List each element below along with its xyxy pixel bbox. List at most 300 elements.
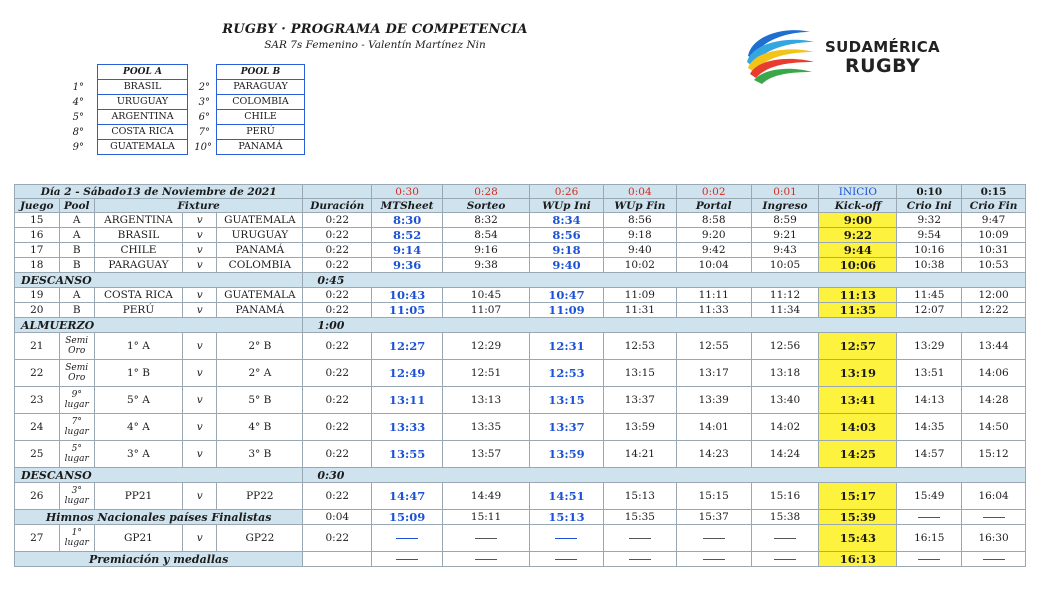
dash-line xyxy=(703,538,725,539)
dash-line xyxy=(475,538,497,539)
ingreso-dash xyxy=(751,552,819,567)
game-number: 17 xyxy=(15,243,60,258)
crio-ini-time: 12:07 xyxy=(897,303,962,318)
crio-fin-time: 15:12 xyxy=(962,441,1026,468)
sorteo-time: 12:29 xyxy=(443,333,530,360)
sorteo-time: 15:11 xyxy=(443,510,530,525)
crio-ini-time: 14:13 xyxy=(897,387,962,414)
home-team: PARAGUAY xyxy=(94,258,182,273)
portal-time: 10:04 xyxy=(676,258,751,273)
game-pool: A xyxy=(59,288,94,303)
sorteo-time: 9:38 xyxy=(443,258,530,273)
break-duration: 1:00 xyxy=(303,318,1026,333)
sorteo-time: 13:13 xyxy=(443,387,530,414)
col-crio-ini: Crio Ini xyxy=(897,199,962,213)
home-team: BRASIL xyxy=(94,228,182,243)
sorteo-dash xyxy=(443,552,530,567)
crio-ini-dash xyxy=(897,552,962,567)
pool-line-1: Semi xyxy=(65,336,89,346)
logo-text-sudamerica: SUDAMÉRICA xyxy=(825,38,940,56)
col-portal: Portal xyxy=(676,199,751,213)
portal-time: 15:15 xyxy=(676,483,751,510)
himnos-label: Himnos Nacionales países Finalistas xyxy=(15,510,303,525)
game-pool-label xyxy=(59,360,94,387)
offset-ingreso: 0:01 xyxy=(751,185,819,199)
wup-ini-time: 12:53 xyxy=(530,360,604,387)
wup-fin-time: 13:59 xyxy=(603,414,676,441)
ingreso-time: 9:43 xyxy=(751,243,819,258)
mtsheet-time: 15:09 xyxy=(372,510,443,525)
break-label: DESCANSO xyxy=(15,468,303,483)
table-row xyxy=(15,243,1026,258)
break-label: ALMUERZO xyxy=(15,318,303,333)
versus-label: v xyxy=(182,288,216,303)
portal-time: 9:20 xyxy=(676,228,751,243)
pool-b-team: PANAMÁ xyxy=(238,141,283,152)
wup-fin-time: 9:18 xyxy=(603,228,676,243)
pool-a-team: URUGUAY xyxy=(98,95,187,110)
home-team: 1° A xyxy=(94,333,182,360)
crio-ini-time: 10:16 xyxy=(897,243,962,258)
pool-line-2: lugar xyxy=(64,400,89,410)
kickoff-time: 11:13 xyxy=(819,288,897,303)
schedule-table xyxy=(14,184,1026,567)
crio-ini-time: 13:51 xyxy=(897,360,962,387)
game-pool-label xyxy=(59,387,94,414)
table-row xyxy=(15,441,1026,468)
wup-ini-time: 12:31 xyxy=(530,333,604,360)
ingreso-time: 14:24 xyxy=(751,441,819,468)
wup-ini-time: 13:37 xyxy=(530,414,604,441)
portal-time: 11:33 xyxy=(676,303,751,318)
offset-mtsheet: 0:30 xyxy=(372,185,443,199)
wup-fin-time: 11:09 xyxy=(603,288,676,303)
home-team: GP21 xyxy=(94,525,182,552)
dash-line xyxy=(629,559,651,560)
duration: 0:22 xyxy=(303,303,372,318)
sorteo-time: 8:54 xyxy=(443,228,530,243)
dash-line xyxy=(983,559,1005,560)
versus-label: v xyxy=(182,387,216,414)
wup-fin-time: 12:53 xyxy=(603,333,676,360)
away-team: PP22 xyxy=(217,483,303,510)
dash-line xyxy=(983,517,1005,518)
wup-ini-dash xyxy=(530,552,604,567)
mtsheet-time: 9:36 xyxy=(372,258,443,273)
versus-label: v xyxy=(182,360,216,387)
break-label: DESCANSO xyxy=(15,273,303,288)
versus-label: v xyxy=(182,483,216,510)
table-row xyxy=(15,213,1026,228)
day-label: Día 2 - Sábado13 de Noviembre de 2021 xyxy=(15,185,303,199)
pool-a-pos: 1° xyxy=(72,82,84,93)
pool-a-team: ARGENTINA xyxy=(98,110,187,125)
away-team: PANAMÁ xyxy=(217,243,303,258)
dash-line xyxy=(475,559,497,560)
home-team: PERÚ xyxy=(94,303,182,318)
crio-ini-time: 9:54 xyxy=(897,228,962,243)
game-pool-label xyxy=(59,525,94,552)
portal-time: 15:37 xyxy=(676,510,751,525)
table-row xyxy=(15,333,1026,360)
away-team: GUATEMALA xyxy=(217,213,303,228)
crio-fin-time: 14:28 xyxy=(962,387,1026,414)
game-pool: B xyxy=(59,243,94,258)
duration: 0:22 xyxy=(303,258,372,273)
sudamerica-rugby-logo-icon xyxy=(744,26,816,88)
ingreso-time: 13:18 xyxy=(751,360,819,387)
sorteo-time: 11:07 xyxy=(443,303,530,318)
crio-ini-dash xyxy=(897,510,962,525)
dash-line xyxy=(774,559,796,560)
wup-fin-time: 13:15 xyxy=(603,360,676,387)
away-team: COLOMBIA xyxy=(217,258,303,273)
game-number: 18 xyxy=(15,258,60,273)
duration: 0:22 xyxy=(303,414,372,441)
mtsheet-time: 9:14 xyxy=(372,243,443,258)
ingreso-time: 8:59 xyxy=(751,213,819,228)
portal-time: 12:55 xyxy=(676,333,751,360)
pool-b-pos: 6° xyxy=(198,112,210,123)
offset-header-row xyxy=(15,185,1026,199)
duration: 0:22 xyxy=(303,333,372,360)
game-number: 23 xyxy=(15,387,60,414)
versus-label: v xyxy=(182,228,216,243)
wup-fin-time: 10:02 xyxy=(603,258,676,273)
wup-fin-time: 15:13 xyxy=(603,483,676,510)
game-number: 25 xyxy=(15,441,60,468)
crio-ini-time: 16:15 xyxy=(897,525,962,552)
pool-b-title: POOL B xyxy=(217,65,304,80)
crio-fin-time: 12:22 xyxy=(962,303,1026,318)
crio-ini-time: 14:35 xyxy=(897,414,962,441)
pool-a-table xyxy=(97,64,188,155)
col-wup-ini: WUp Ini xyxy=(530,199,604,213)
game-number: 24 xyxy=(15,414,60,441)
table-row xyxy=(15,288,1026,303)
mtsheet-time: 12:27 xyxy=(372,333,443,360)
away-team: 2° A xyxy=(217,360,303,387)
ingreso-time: 12:56 xyxy=(751,333,819,360)
crio-fin-time: 13:44 xyxy=(962,333,1026,360)
mtsheet-dash xyxy=(372,525,443,552)
pool-line-2: lugar xyxy=(64,496,89,506)
wup-ini-time: 9:18 xyxy=(530,243,604,258)
sorteo-time: 13:35 xyxy=(443,414,530,441)
pool-line-1: 3° xyxy=(71,486,82,496)
crio-fin-time: 16:30 xyxy=(962,525,1026,552)
pool-a-team: GUATEMALA xyxy=(110,141,175,152)
wup-fin-time: 15:35 xyxy=(603,510,676,525)
table-row xyxy=(15,525,1026,552)
crio-ini-time: 11:45 xyxy=(897,288,962,303)
offset-wup-ini: 0:26 xyxy=(530,185,604,199)
duration: 0:22 xyxy=(303,243,372,258)
sorteo-time: 8:32 xyxy=(443,213,530,228)
crio-fin-dash xyxy=(962,552,1026,567)
ingreso-time: 14:02 xyxy=(751,414,819,441)
duration: 0:22 xyxy=(303,228,372,243)
col-juego: Juego xyxy=(15,199,60,213)
offset-portal: 0:02 xyxy=(676,185,751,199)
offset-crio-fin: 0:15 xyxy=(962,185,1026,199)
game-number: 27 xyxy=(15,525,60,552)
table-row xyxy=(15,483,1026,510)
game-pool-label xyxy=(59,414,94,441)
kickoff-time: 12:57 xyxy=(819,333,897,360)
col-mtsheet: MTSheet xyxy=(372,199,443,213)
portal-time: 11:11 xyxy=(676,288,751,303)
crio-ini-time: 14:57 xyxy=(897,441,962,468)
kickoff-time: 15:43 xyxy=(819,525,897,552)
kickoff-time: 14:03 xyxy=(819,414,897,441)
wup-fin-time: 9:40 xyxy=(603,243,676,258)
ingreso-time: 11:34 xyxy=(751,303,819,318)
dash-line xyxy=(918,517,940,518)
ingreso-time: 15:38 xyxy=(751,510,819,525)
sorteo-time: 14:49 xyxy=(443,483,530,510)
home-team: CHILE xyxy=(94,243,182,258)
crio-fin-time: 16:04 xyxy=(962,483,1026,510)
portal-time: 9:42 xyxy=(676,243,751,258)
away-team: GP22 xyxy=(217,525,303,552)
game-number: 16 xyxy=(15,228,60,243)
pool-line-2: lugar xyxy=(64,454,89,464)
pool-a-pos: 9° xyxy=(72,142,84,153)
game-number: 19 xyxy=(15,288,60,303)
sorteo-time: 9:16 xyxy=(443,243,530,258)
portal-dash xyxy=(676,552,751,567)
mtsheet-time: 11:05 xyxy=(372,303,443,318)
sorteo-dash xyxy=(443,525,530,552)
versus-label: v xyxy=(182,414,216,441)
duration: 0:22 xyxy=(303,360,372,387)
dash-line xyxy=(774,538,796,539)
break-row xyxy=(15,468,1026,483)
mtsheet-time: 12:49 xyxy=(372,360,443,387)
duration: 0:22 xyxy=(303,483,372,510)
away-team: GUATEMALA xyxy=(217,288,303,303)
table-row xyxy=(15,360,1026,387)
pool-line-2: lugar xyxy=(64,427,89,437)
portal-time: 13:17 xyxy=(676,360,751,387)
mtsheet-time: 8:30 xyxy=(372,213,443,228)
offset-crio-ini: 0:10 xyxy=(897,185,962,199)
duration: 0:22 xyxy=(303,213,372,228)
game-number: 26 xyxy=(15,483,60,510)
versus-label: v xyxy=(182,441,216,468)
mtsheet-time: 8:52 xyxy=(372,228,443,243)
logo-text-rugby: RUGBY xyxy=(845,55,921,77)
mtsheet-time: 14:47 xyxy=(372,483,443,510)
versus-label: v xyxy=(182,258,216,273)
ingreso-dash xyxy=(751,525,819,552)
premiacion-label: Premiación y medallas xyxy=(15,552,303,567)
wup-ini-time: 15:13 xyxy=(530,510,604,525)
game-pool: A xyxy=(59,213,94,228)
offset-wup-fin: 0:04 xyxy=(603,185,676,199)
away-team: 4° B xyxy=(217,414,303,441)
pool-a-team: COSTA RICA xyxy=(98,125,187,140)
portal-time: 14:01 xyxy=(676,414,751,441)
sorteo-time: 10:45 xyxy=(443,288,530,303)
crio-fin-time: 10:09 xyxy=(962,228,1026,243)
sorteo-time: 13:57 xyxy=(443,441,530,468)
kickoff-time: 9:22 xyxy=(819,228,897,243)
break-row xyxy=(15,318,1026,333)
pool-a-pos: 5° xyxy=(72,112,84,123)
game-pool: B xyxy=(59,258,94,273)
portal-time: 14:23 xyxy=(676,441,751,468)
versus-label: v xyxy=(182,213,216,228)
pool-line-1: 9° xyxy=(71,390,82,400)
game-number: 21 xyxy=(15,333,60,360)
table-row xyxy=(15,387,1026,414)
col-fixture: Fixture xyxy=(94,199,302,213)
wup-fin-time: 11:31 xyxy=(603,303,676,318)
table-row xyxy=(15,303,1026,318)
pool-b-team: CHILE xyxy=(217,110,304,125)
mtsheet-time: 13:55 xyxy=(372,441,443,468)
mtsheet-dash xyxy=(372,552,443,567)
dash-line xyxy=(918,559,940,560)
dash-line xyxy=(629,538,651,539)
game-number: 22 xyxy=(15,360,60,387)
pool-line-1: Semi xyxy=(65,363,89,373)
wup-ini-time: 9:40 xyxy=(530,258,604,273)
blank-cell xyxy=(303,552,372,567)
away-team: 2° B xyxy=(217,333,303,360)
kickoff-time: 10:06 xyxy=(819,258,897,273)
crio-fin-time: 10:53 xyxy=(962,258,1026,273)
kickoff-time: 16:13 xyxy=(819,552,897,567)
wup-fin-dash xyxy=(603,552,676,567)
offset-sorteo: 0:28 xyxy=(443,185,530,199)
pool-b-team: COLOMBIA xyxy=(217,95,304,110)
himnos-row xyxy=(15,510,1026,525)
crio-fin-time: 14:50 xyxy=(962,414,1026,441)
crio-fin-time: 12:00 xyxy=(962,288,1026,303)
pool-b-team: PERÚ xyxy=(217,125,304,140)
wup-ini-time: 8:56 xyxy=(530,228,604,243)
wup-ini-dash xyxy=(530,525,604,552)
pool-a-pos: 4° xyxy=(72,97,84,108)
game-pool: B xyxy=(59,303,94,318)
kickoff-time: 11:35 xyxy=(819,303,897,318)
crio-ini-time: 10:38 xyxy=(897,258,962,273)
sorteo-time: 12:51 xyxy=(443,360,530,387)
col-ingreso: Ingreso xyxy=(751,199,819,213)
wup-fin-time: 8:56 xyxy=(603,213,676,228)
kickoff-time: 15:17 xyxy=(819,483,897,510)
wup-fin-dash xyxy=(603,525,676,552)
document-title: RUGBY · PROGRAMA DE COMPETENCIA xyxy=(222,22,528,37)
game-pool-label xyxy=(59,333,94,360)
duration: 0:04 xyxy=(303,510,372,525)
crio-fin-time: 14:06 xyxy=(962,360,1026,387)
dash-line xyxy=(396,559,418,560)
dash-line xyxy=(703,559,725,560)
ingreso-time: 11:12 xyxy=(751,288,819,303)
col-wup-fin: WUp Fin xyxy=(603,199,676,213)
pool-line-1: 5° xyxy=(71,444,82,454)
wup-ini-time: 8:34 xyxy=(530,213,604,228)
versus-label: v xyxy=(182,333,216,360)
away-team: PANAMÁ xyxy=(217,303,303,318)
kickoff-time: 9:44 xyxy=(819,243,897,258)
crio-fin-time: 9:47 xyxy=(962,213,1026,228)
versus-label: v xyxy=(182,303,216,318)
ingreso-time: 9:21 xyxy=(751,228,819,243)
wup-ini-time: 10:47 xyxy=(530,288,604,303)
kickoff-time: 13:19 xyxy=(819,360,897,387)
duration: 0:22 xyxy=(303,288,372,303)
ingreso-time: 15:16 xyxy=(751,483,819,510)
home-team: 4° A xyxy=(94,414,182,441)
wup-ini-time: 11:09 xyxy=(530,303,604,318)
crio-ini-time: 13:29 xyxy=(897,333,962,360)
pool-b-pos: 3° xyxy=(198,97,210,108)
game-pool-label xyxy=(59,441,94,468)
pool-b-pos: 10° xyxy=(194,142,212,153)
ingreso-time: 13:40 xyxy=(751,387,819,414)
kickoff-time: 13:41 xyxy=(819,387,897,414)
kickoff-time: 15:39 xyxy=(819,510,897,525)
pool-line-1: 7° xyxy=(71,417,82,427)
versus-label: v xyxy=(182,243,216,258)
duration: 0:22 xyxy=(303,441,372,468)
col-kick-off: Kick-off xyxy=(819,199,897,213)
home-team: COSTA RICA xyxy=(94,288,182,303)
portal-time: 13:39 xyxy=(676,387,751,414)
col-duraci-n: Duración xyxy=(303,199,372,213)
duration: 0:22 xyxy=(303,387,372,414)
crio-ini-time: 9:32 xyxy=(897,213,962,228)
home-team: 3° A xyxy=(94,441,182,468)
pool-b-table xyxy=(216,64,305,155)
wup-fin-time: 14:21 xyxy=(603,441,676,468)
wup-ini-time: 13:15 xyxy=(530,387,604,414)
away-team: 3° B xyxy=(217,441,303,468)
col-crio-fin: Crio Fin xyxy=(962,199,1026,213)
pool-a-title: POOL A xyxy=(98,65,187,80)
game-number: 15 xyxy=(15,213,60,228)
premiacion-row xyxy=(15,552,1026,567)
column-header-row xyxy=(15,199,1026,213)
away-team: URUGUAY xyxy=(217,228,303,243)
versus-label: v xyxy=(182,525,216,552)
dash-line xyxy=(555,538,577,539)
wup-fin-time: 13:37 xyxy=(603,387,676,414)
portal-time: 8:58 xyxy=(676,213,751,228)
dash-line xyxy=(555,559,577,560)
home-team: 5° A xyxy=(94,387,182,414)
pool-line-2: Oro xyxy=(68,346,86,356)
mtsheet-time: 10:43 xyxy=(372,288,443,303)
break-duration: 0:30 xyxy=(303,468,1026,483)
pool-b-pos: 7° xyxy=(198,127,210,138)
crio-ini-time: 15:49 xyxy=(897,483,962,510)
table-row xyxy=(15,414,1026,441)
game-pool-label xyxy=(59,483,94,510)
pool-line-1: 1° xyxy=(71,528,82,538)
document-subtitle: SAR 7s Femenino - Valentín Martínez Nin xyxy=(264,39,486,51)
col-sorteo: Sorteo xyxy=(443,199,530,213)
crio-fin-dash xyxy=(962,510,1026,525)
pool-b-team: PARAGUAY xyxy=(217,80,304,95)
game-number: 20 xyxy=(15,303,60,318)
mtsheet-time: 13:33 xyxy=(372,414,443,441)
